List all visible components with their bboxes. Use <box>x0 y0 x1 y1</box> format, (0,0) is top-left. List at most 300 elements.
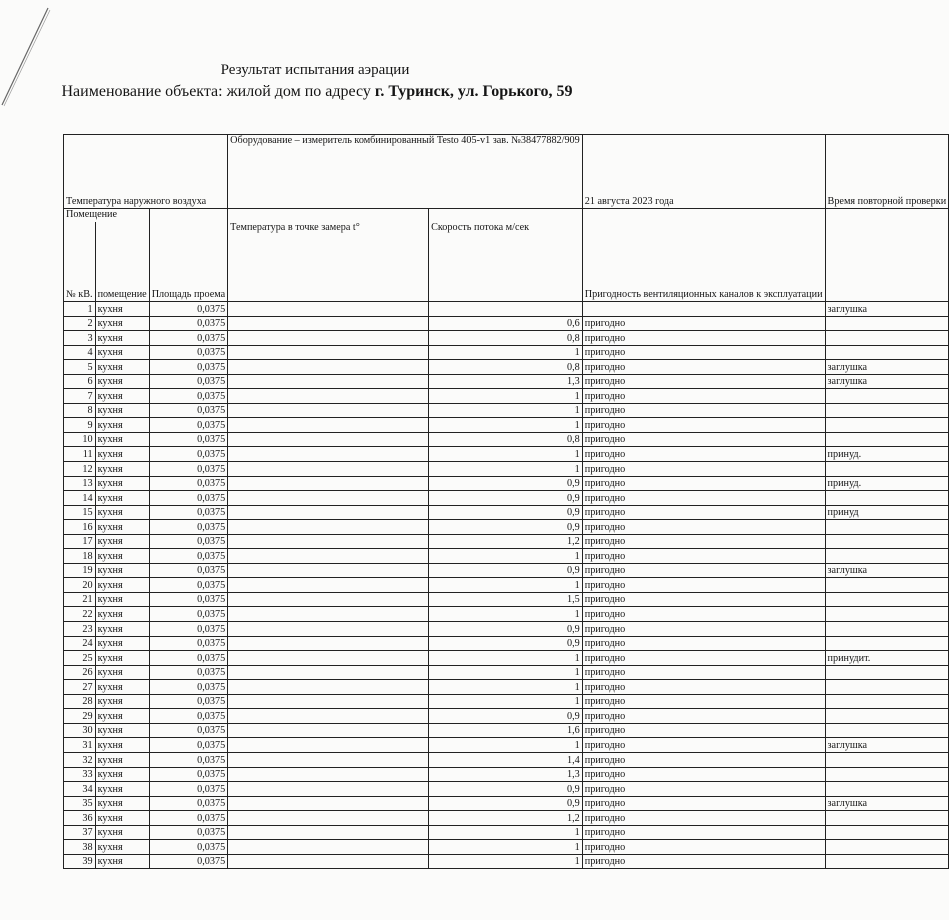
table-row <box>64 796 949 811</box>
apartment-number-cell: 12 <box>64 462 96 477</box>
opening-area-cell: 0,0375 <box>149 752 227 767</box>
opening-area-header: Площадь проема <box>149 222 227 302</box>
apartment-number-cell: 7 <box>64 389 96 404</box>
object-name-prefix: Наименование объекта: жилой дом по адресу <box>61 83 371 100</box>
recheck-note-cell <box>825 782 949 797</box>
temperature-cell <box>228 316 429 331</box>
suitability-cell: пригодно <box>582 854 825 869</box>
opening-area-cell: 0,0375 <box>149 767 227 782</box>
temperature-cell <box>228 447 429 462</box>
flow-speed-cell: 1 <box>429 680 583 695</box>
flow-speed-cell: 0,8 <box>429 331 583 346</box>
table-row <box>64 752 949 767</box>
opening-area-cell: 0,0375 <box>149 331 227 346</box>
suitability-cell: пригодно <box>582 840 825 855</box>
recheck-note-cell: принуд. <box>825 447 949 462</box>
opening-area-cell: 0,0375 <box>149 840 227 855</box>
table-row <box>64 622 949 637</box>
opening-area-cell: 0,0375 <box>149 447 227 462</box>
room-group-header: Помещение <box>64 209 150 222</box>
temperature-cell <box>228 389 429 404</box>
suitability-cell: пригодно <box>582 767 825 782</box>
room-cell: кухня <box>95 825 149 840</box>
suitability-cell: пригодно <box>582 752 825 767</box>
temperature-cell <box>228 563 429 578</box>
table-row <box>64 374 949 389</box>
recheck-note-cell <box>825 752 949 767</box>
opening-area-cell: 0,0375 <box>149 505 227 520</box>
aeration-results-table <box>63 134 949 869</box>
recheck-note-cell: принудит. <box>825 651 949 666</box>
table-row <box>64 825 949 840</box>
suitability-cell: пригодно <box>582 505 825 520</box>
table-row <box>64 592 949 607</box>
room-cell: кухня <box>95 302 149 317</box>
apartment-number-cell: 15 <box>64 505 96 520</box>
opening-area-cell: 0,0375 <box>149 520 227 535</box>
recheck-note-cell <box>825 534 949 549</box>
temperature-header: Температура в точке замера t° <box>228 222 429 302</box>
apartment-number-cell: 19 <box>64 563 96 578</box>
room-cell: кухня <box>95 738 149 753</box>
recheck-note-cell: заглушка <box>825 374 949 389</box>
recheck-note-cell: принуд <box>825 505 949 520</box>
flow-speed-cell: 0,9 <box>429 622 583 637</box>
flow-speed-cell: 1,2 <box>429 811 583 826</box>
table-row <box>64 607 949 622</box>
table-row <box>64 534 949 549</box>
room-cell: кухня <box>95 622 149 637</box>
flow-speed-cell: 1,3 <box>429 767 583 782</box>
table-row <box>64 723 949 738</box>
flow-speed-cell: 1 <box>429 607 583 622</box>
table-row <box>64 665 949 680</box>
suitability-cell: пригодно <box>582 345 825 360</box>
suitability-cell: пригодно <box>582 592 825 607</box>
apartment-number-cell: 13 <box>64 476 96 491</box>
suitability-cell: пригодно <box>582 622 825 637</box>
temperature-cell <box>228 854 429 869</box>
flow-speed-cell: 0,9 <box>429 505 583 520</box>
flow-speed-cell: 1,2 <box>429 534 583 549</box>
flow-speed-cell: 1,5 <box>429 592 583 607</box>
room-cell: кухня <box>95 680 149 695</box>
recheck-note-cell <box>825 622 949 637</box>
suitability-header: Пригодность вентиляционных каналов к эксплуатации <box>582 222 825 302</box>
test-date: 21 августа 2023 года <box>582 135 825 209</box>
recheck-note-cell <box>825 767 949 782</box>
recheck-note-cell <box>825 520 949 535</box>
flow-speed-cell: 1 <box>429 549 583 564</box>
temperature-cell <box>228 592 429 607</box>
table-row <box>64 578 949 593</box>
flow-speed-cell: 0,9 <box>429 520 583 535</box>
flow-speed-cell: 0,9 <box>429 476 583 491</box>
recheck-note-cell <box>825 389 949 404</box>
document-title: Результат испытания аэрации <box>220 62 410 78</box>
recheck-note-cell <box>825 709 949 724</box>
recheck-note-cell <box>825 491 949 506</box>
apartment-number-cell: 20 <box>64 578 96 593</box>
recheck-note-cell <box>825 665 949 680</box>
room-cell: кухня <box>95 665 149 680</box>
opening-area-cell: 0,0375 <box>149 782 227 797</box>
apartment-number-cell: 35 <box>64 796 96 811</box>
room-cell: кухня <box>95 389 149 404</box>
room-cell: кухня <box>95 854 149 869</box>
flow-speed-cell <box>429 302 583 317</box>
table-row <box>64 360 949 375</box>
apartment-number-cell: 37 <box>64 825 96 840</box>
suitability-cell: пригодно <box>582 549 825 564</box>
suitability-cell: пригодно <box>582 782 825 797</box>
room-cell: кухня <box>95 782 149 797</box>
temperature-cell <box>228 622 429 637</box>
recheck-note-cell <box>825 462 949 477</box>
apartment-number-cell: 39 <box>64 854 96 869</box>
table-row <box>64 462 949 477</box>
table-row <box>64 840 949 855</box>
temperature-cell <box>228 549 429 564</box>
opening-area-cell: 0,0375 <box>149 709 227 724</box>
opening-area-cell: 0,0375 <box>149 374 227 389</box>
apartment-number-cell: 2 <box>64 316 96 331</box>
temperature-cell <box>228 534 429 549</box>
temperature-cell <box>228 491 429 506</box>
table-row <box>64 418 949 433</box>
temperature-cell <box>228 374 429 389</box>
flow-speed-cell: 0,6 <box>429 316 583 331</box>
apartment-number-cell: 29 <box>64 709 96 724</box>
recheck-note-cell <box>825 694 949 709</box>
apartment-number-cell: 32 <box>64 752 96 767</box>
table-row <box>64 563 949 578</box>
temperature-cell <box>228 578 429 593</box>
room-cell: кухня <box>95 636 149 651</box>
opening-area-cell: 0,0375 <box>149 302 227 317</box>
room-cell: кухня <box>95 723 149 738</box>
opening-area-cell: 0,0375 <box>149 854 227 869</box>
room-cell: кухня <box>95 418 149 433</box>
opening-area-cell: 0,0375 <box>149 462 227 477</box>
table-row <box>64 811 949 826</box>
temperature-cell <box>228 432 429 447</box>
temperature-cell <box>228 680 429 695</box>
suitability-cell: пригодно <box>582 636 825 651</box>
recheck-note-cell <box>825 636 949 651</box>
opening-area-cell: 0,0375 <box>149 345 227 360</box>
temperature-cell <box>228 782 429 797</box>
equipment-info: Оборудование – измеритель комбинированный Testo 405-v1 зав. №38477882/909 <box>228 135 583 209</box>
opening-area-cell: 0,0375 <box>149 622 227 637</box>
room-cell: кухня <box>95 811 149 826</box>
flow-speed-cell: 0,9 <box>429 709 583 724</box>
opening-area-cell: 0,0375 <box>149 811 227 826</box>
temperature-cell <box>228 738 429 753</box>
opening-area-cell: 0,0375 <box>149 389 227 404</box>
flow-speed-cell: 0,9 <box>429 782 583 797</box>
room-cell: кухня <box>95 505 149 520</box>
temperature-cell <box>228 651 429 666</box>
suitability-cell: пригодно <box>582 534 825 549</box>
apartment-number-cell: 9 <box>64 418 96 433</box>
flow-speed-cell: 0,9 <box>429 796 583 811</box>
table-row <box>64 476 949 491</box>
temperature-cell <box>228 607 429 622</box>
suitability-cell: пригодно <box>582 374 825 389</box>
suitability-cell: пригодно <box>582 723 825 738</box>
recheck-note-cell <box>825 549 949 564</box>
room-cell: кухня <box>95 520 149 535</box>
apartment-number-cell: 17 <box>64 534 96 549</box>
opening-area-cell: 0,0375 <box>149 534 227 549</box>
flow-speed-cell: 1,6 <box>429 723 583 738</box>
table-row <box>64 694 949 709</box>
room-cell: кухня <box>95 331 149 346</box>
apartment-number-cell: 16 <box>64 520 96 535</box>
table-row <box>64 447 949 462</box>
suitability-cell <box>582 302 825 317</box>
temperature-cell <box>228 723 429 738</box>
suitability-cell: пригодно <box>582 389 825 404</box>
table-row <box>64 854 949 869</box>
recheck-note-cell <box>825 825 949 840</box>
recheck-note-cell: заглушка <box>825 360 949 375</box>
apartment-number-cell: 8 <box>64 403 96 418</box>
apartment-number-header: № кВ. <box>64 222 96 302</box>
suitability-cell: пригодно <box>582 447 825 462</box>
table-row <box>64 680 949 695</box>
table-row <box>64 636 949 651</box>
table-row <box>64 302 949 317</box>
table-row <box>64 767 949 782</box>
suitability-cell: пригодно <box>582 607 825 622</box>
object-name-line <box>0 83 642 101</box>
flow-speed-cell: 0,9 <box>429 636 583 651</box>
opening-area-cell: 0,0375 <box>149 592 227 607</box>
room-cell: кухня <box>95 840 149 855</box>
table-row <box>64 345 949 360</box>
flow-speed-header: Скорость потока м/сек <box>429 222 583 302</box>
apartment-number-cell: 10 <box>64 432 96 447</box>
opening-area-cell: 0,0375 <box>149 694 227 709</box>
recheck-note-cell: заглушка <box>825 738 949 753</box>
table-row <box>64 432 949 447</box>
room-cell: кухня <box>95 709 149 724</box>
room-cell: кухня <box>95 403 149 418</box>
recheck-note-cell <box>825 432 949 447</box>
apartment-number-cell: 33 <box>64 767 96 782</box>
recheck-note-cell <box>825 811 949 826</box>
room-cell: кухня <box>95 316 149 331</box>
temperature-cell <box>228 520 429 535</box>
table-row <box>64 709 949 724</box>
recheck-note-cell <box>825 840 949 855</box>
suitability-cell: пригодно <box>582 738 825 753</box>
room-cell: кухня <box>95 592 149 607</box>
recheck-note-cell <box>825 418 949 433</box>
recheck-note-cell: заглушка <box>825 563 949 578</box>
temperature-cell <box>228 331 429 346</box>
apartment-number-cell: 26 <box>64 665 96 680</box>
apartment-number-cell: 14 <box>64 491 96 506</box>
opening-area-cell: 0,0375 <box>149 738 227 753</box>
apartment-number-cell: 24 <box>64 636 96 651</box>
opening-area-cell: 0,0375 <box>149 651 227 666</box>
temperature-cell <box>228 752 429 767</box>
object-address: г. Туринск, ул. Горького, 59 <box>374 83 573 100</box>
room-cell: кухня <box>95 476 149 491</box>
flow-speed-cell: 1 <box>429 825 583 840</box>
flow-speed-cell: 1 <box>429 854 583 869</box>
suitability-cell: пригодно <box>582 825 825 840</box>
flow-speed-cell: 0,9 <box>429 563 583 578</box>
suitability-cell: пригодно <box>582 665 825 680</box>
opening-area-cell: 0,0375 <box>149 796 227 811</box>
opening-area-cell: 0,0375 <box>149 403 227 418</box>
flow-speed-cell: 1 <box>429 651 583 666</box>
table-row <box>64 505 949 520</box>
flow-speed-cell: 1 <box>429 447 583 462</box>
suitability-cell: пригодно <box>582 331 825 346</box>
apartment-number-cell: 25 <box>64 651 96 666</box>
suitability-cell: пригодно <box>582 462 825 477</box>
room-cell: кухня <box>95 432 149 447</box>
opening-area-cell: 0,0375 <box>149 418 227 433</box>
temperature-cell <box>228 462 429 477</box>
recheck-note-cell: принуд. <box>825 476 949 491</box>
flow-speed-cell: 1 <box>429 694 583 709</box>
table-row <box>64 549 949 564</box>
room-cell: кухня <box>95 374 149 389</box>
temperature-cell <box>228 302 429 317</box>
apartment-number-cell: 4 <box>64 345 96 360</box>
apartment-number-cell: 38 <box>64 840 96 855</box>
opening-area-cell: 0,0375 <box>149 680 227 695</box>
table-row <box>64 651 949 666</box>
flow-speed-cell: 0,9 <box>429 491 583 506</box>
flow-speed-cell: 1 <box>429 403 583 418</box>
room-cell: кухня <box>95 651 149 666</box>
recheck-note-cell <box>825 403 949 418</box>
apartment-number-cell: 28 <box>64 694 96 709</box>
temperature-cell <box>228 360 429 375</box>
temperature-cell <box>228 840 429 855</box>
temperature-cell <box>228 476 429 491</box>
room-cell: кухня <box>95 549 149 564</box>
suitability-cell: пригодно <box>582 811 825 826</box>
suitability-cell: пригодно <box>582 360 825 375</box>
opening-area-cell: 0,0375 <box>149 723 227 738</box>
room-cell: кухня <box>95 694 149 709</box>
flow-speed-cell: 1 <box>429 840 583 855</box>
opening-area-cell: 0,0375 <box>149 665 227 680</box>
room-cell: кухня <box>95 491 149 506</box>
suitability-cell: пригодно <box>582 520 825 535</box>
suitability-cell: пригодно <box>582 694 825 709</box>
recheck-note-cell <box>825 316 949 331</box>
apartment-number-cell: 27 <box>64 680 96 695</box>
opening-area-cell: 0,0375 <box>149 360 227 375</box>
suitability-cell: пригодно <box>582 680 825 695</box>
suitability-cell: пригодно <box>582 563 825 578</box>
room-cell: кухня <box>95 607 149 622</box>
opening-area-cell: 0,0375 <box>149 563 227 578</box>
room-cell: кухня <box>95 578 149 593</box>
flow-speed-cell: 1,3 <box>429 374 583 389</box>
apartment-number-cell: 21 <box>64 592 96 607</box>
flow-speed-cell: 1 <box>429 389 583 404</box>
suitability-cell: пригодно <box>582 709 825 724</box>
flow-speed-cell: 1 <box>429 665 583 680</box>
table-row <box>64 520 949 535</box>
room-cell: кухня <box>95 462 149 477</box>
flow-speed-cell: 1,4 <box>429 752 583 767</box>
recheck-note-cell <box>825 331 949 346</box>
temperature-cell <box>228 505 429 520</box>
suitability-cell: пригодно <box>582 578 825 593</box>
temperature-cell <box>228 709 429 724</box>
suitability-cell: пригодно <box>582 316 825 331</box>
recheck-time-header: Время повторной проверки <box>825 135 949 209</box>
temperature-cell <box>228 796 429 811</box>
suitability-cell: пригодно <box>582 796 825 811</box>
temperature-cell <box>228 403 429 418</box>
room-cell: кухня <box>95 752 149 767</box>
suitability-cell: пригодно <box>582 403 825 418</box>
outside-temp-label: Температура наружного воздуха <box>64 135 228 209</box>
room-cell: кухня <box>95 767 149 782</box>
temperature-cell <box>228 694 429 709</box>
flow-speed-cell: 1 <box>429 345 583 360</box>
recheck-note-cell: заглушка <box>825 796 949 811</box>
temperature-cell <box>228 825 429 840</box>
recheck-note-cell: заглушка <box>825 302 949 317</box>
opening-area-cell: 0,0375 <box>149 316 227 331</box>
room-cell: кухня <box>95 534 149 549</box>
opening-area-cell: 0,0375 <box>149 636 227 651</box>
temperature-cell <box>228 418 429 433</box>
temperature-cell <box>228 767 429 782</box>
apartment-number-cell: 31 <box>64 738 96 753</box>
room-header: помещение <box>95 222 149 302</box>
apartment-number-cell: 6 <box>64 374 96 389</box>
apartment-number-cell: 22 <box>64 607 96 622</box>
room-cell: кухня <box>95 563 149 578</box>
apartment-number-cell: 1 <box>64 302 96 317</box>
table-row <box>64 316 949 331</box>
table-row <box>64 782 949 797</box>
opening-area-cell: 0,0375 <box>149 578 227 593</box>
recheck-note-cell <box>825 607 949 622</box>
room-cell: кухня <box>95 447 149 462</box>
flow-speed-cell: 1 <box>429 738 583 753</box>
apartment-number-cell: 30 <box>64 723 96 738</box>
suitability-cell: пригодно <box>582 418 825 433</box>
suitability-cell: пригодно <box>582 432 825 447</box>
recheck-note-cell <box>825 578 949 593</box>
table-row <box>64 491 949 506</box>
apartment-number-cell: 3 <box>64 331 96 346</box>
suitability-cell: пригодно <box>582 476 825 491</box>
room-cell: кухня <box>95 345 149 360</box>
apartment-number-cell: 5 <box>64 360 96 375</box>
table-row <box>64 403 949 418</box>
table-row <box>64 331 949 346</box>
temperature-cell <box>228 811 429 826</box>
table-row <box>64 389 949 404</box>
table-row <box>64 738 949 753</box>
